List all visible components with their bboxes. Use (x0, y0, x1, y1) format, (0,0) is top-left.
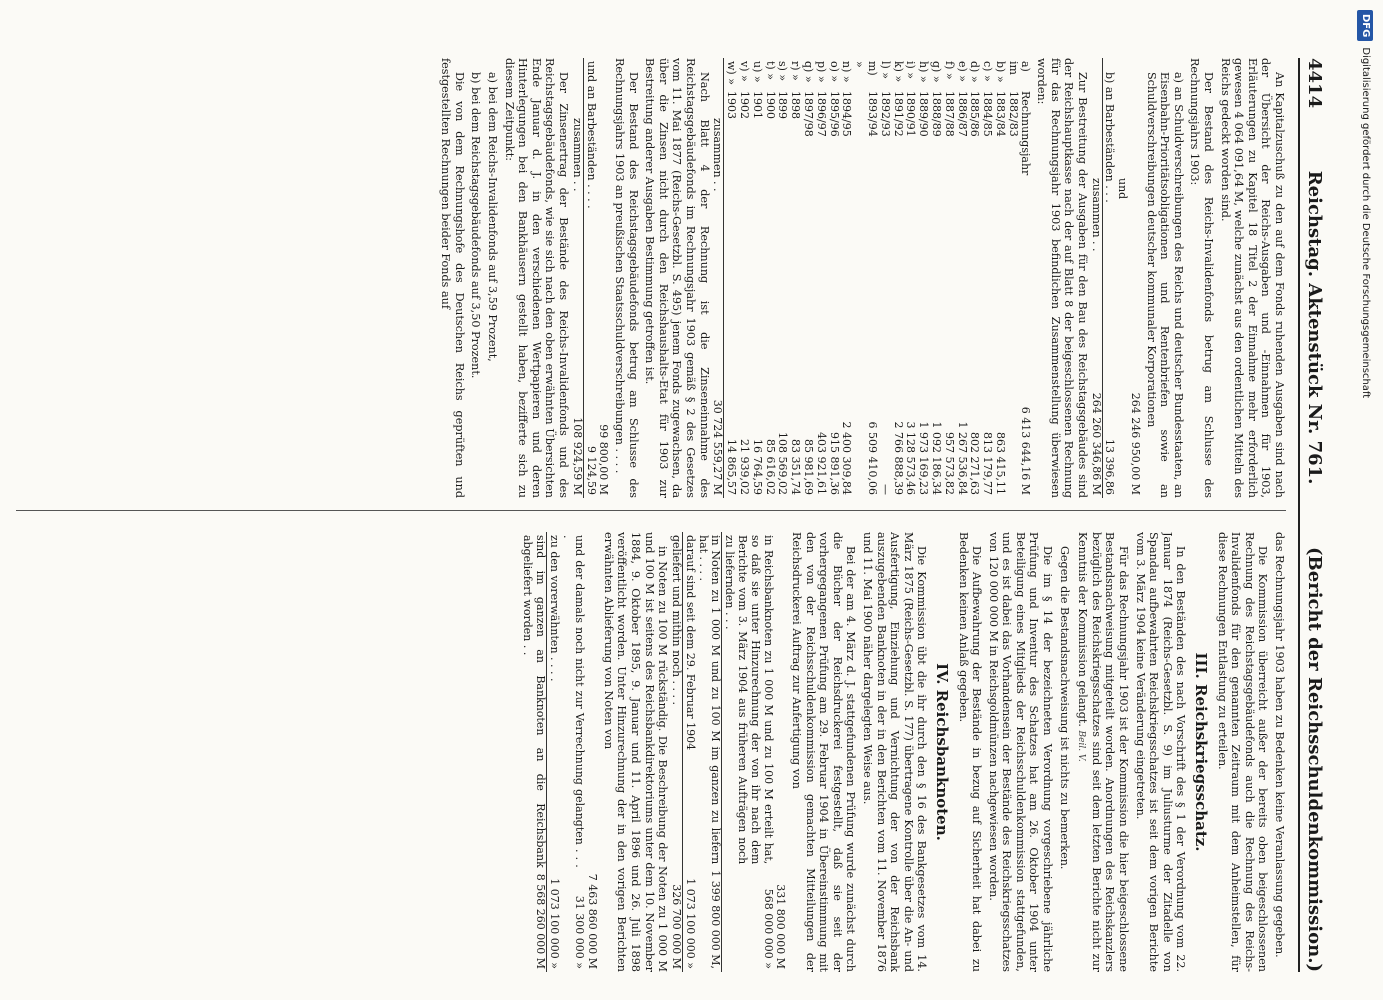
table-row (891, 58, 904, 498)
amount: 7 463 860 000 M (586, 873, 600, 969)
amount: 1 073 100 000 » (683, 878, 697, 969)
row-year: 1886/87 (955, 91, 969, 137)
page-header (1298, 58, 1330, 972)
row-amount: 1 973 169,23 (917, 421, 931, 495)
row-letter: p) » (814, 61, 828, 83)
row-letter: n) » (840, 61, 854, 83)
digitization-credit (1355, 10, 1375, 990)
document-page (0, 40, 1330, 990)
amount: 8 568 260 000 M (520, 871, 546, 972)
row-label: und an Barbeständen . . . . (584, 61, 598, 209)
amount: 9 124,59 (584, 446, 598, 495)
paragraph: Die von dem Rechnungshofe des Deutschen Reichs geprüften und festgestellten Rechnungen beider Fonds auf (439, 58, 466, 498)
right-column (16, 532, 1286, 972)
row-amount: 813 179,77 (981, 432, 995, 495)
paragraph: Bei der am 4. März d. J. stattgefundenen Prüfung wurde zunächst durch die Bücher der Reichsdruckerei festgestellt, daß sie seit der vorhergegangenen Prüfung am 29. Februar 1904 in Übereinstimmung mit den von der Reichsschuldenkommission gemachten Mitteilungen der Reichsdruckerei Auftrag zur Anfertigung von (790, 532, 858, 972)
sum-label: zusammen . . (570, 58, 583, 343)
row-letter: r) » (789, 61, 803, 81)
row-label: und der damals noch nicht zur Verrechnung gelangten . . . . (560, 535, 587, 868)
row-year: 1893/94 (865, 91, 879, 137)
row-label: sind im ganzen an Banknoten an die Reichsbank abgeliefert worden . . (520, 532, 546, 871)
row-amount: 1 267 536,84 (955, 421, 969, 495)
row-letter: a) im (1006, 61, 1033, 75)
left-column (16, 58, 1286, 498)
amount: 13 396,86 (1103, 439, 1117, 495)
row-amount: 85 616,02 (763, 439, 777, 495)
paragraph: b) bei dem Reichstagsgebäudefonds auf 3,50 Prozent. (469, 72, 483, 379)
row-label: in Noten zu 1 000 M und zu 100 M im ganzen zu liefern hat . . . . (696, 532, 722, 867)
row-letter: g) » (929, 61, 943, 83)
amount: 99 800,00 M (597, 424, 611, 495)
paragraph: Der Bestand des Reichs-Invalidenfonds betrug am Schlusse des Rechnungsjahrs 1903: (1188, 58, 1216, 498)
row-letter: w) » (725, 61, 739, 85)
table-row (750, 58, 763, 498)
row-year: 1900 (763, 91, 777, 119)
paragraph: das Rechnungsjahr 1903 haben zu Bedenken keine Veranlassung gegeben. (1273, 532, 1286, 958)
row-year: 1897/98 (801, 91, 815, 137)
paragraph: In den Beständen des nach Vorschrift des § 1 der Verordnung vom 22. Januar 1874 (Reichs-Gesetzbl. S. 9) im Juliusturme der Zitadelle von Spandau aufbewahrten Reichskriegsschatzes ist seit dem vorigen Berichte vom 3. März 1904 keine Veränderung eingetreten. (1133, 532, 1188, 972)
sum-amount: 264 260 346,86 M (1089, 342, 1102, 498)
row-amount: 802 271,63 (968, 432, 982, 495)
paragraph: Zur Bestreitung der Ausgaben für den Bau des Reichstagsgebäudes sind der Reichshauptkasse nach der auf Blatt 8 der beigeschlossenen Rechnung für das Rechnungsjahr 1903 befindlichen Zusammenstellung überwiesen worden: (1035, 58, 1089, 498)
table-row (814, 58, 827, 498)
table-row (776, 58, 789, 498)
row-amount: 83 351,74 (789, 439, 803, 495)
row-year: 1890/91 (904, 91, 918, 137)
paragraph: Der Zinsenertrag der Bestände des Reichs-Invalidenfonds und des Reichstagsgebäudefonds, wie sie sich nach den oben erwähnten Übersichten Ende Januar d. J. in den verschiedenen Wertpapieren und deren Hinterlegungen bei den Bankhäusern gestellt haben, bezifferte sich zu diesem Zeitpunkt: (502, 58, 571, 498)
row-letter: s) » (776, 61, 790, 82)
table-row (763, 58, 776, 498)
row-amount: 2 766 888,39 (891, 421, 905, 495)
row-amount: 6 413 644,16 M (1019, 406, 1033, 495)
table-row (980, 58, 993, 498)
row-year: 1885/86 (968, 91, 982, 137)
row-year: 1895/96 (827, 91, 841, 137)
banknote-total-table (520, 532, 598, 972)
row-letter: i) » (904, 61, 918, 80)
credit-text-wrap (1355, 10, 1375, 990)
table-row (968, 58, 981, 498)
paragraph: Die im § 14 der bezeichneten Verordnung vorgeschriebene jährliche Prüfung und Inventur des Schatzes hat am 26. Oktober 1904 unter Beteiligung eines Mitglieds der Reichsschuldenkommission stattgefunden, und es ist dabei das Vorhandensein der Bestände des Reichskriegsschatzes von 120 000 000 M in Reichsgoldmünzen nachgewiesen worden. (986, 532, 1055, 972)
paragraph: in Noten zu 100 M rückständig. Die Beschreibung der Noten zu 1 000 M und 100 M ist seitens des Reichsbankdirektoriums unter dem 10. November 1884, 9. Oktober 1895, 9. Januar und 11. April 1896 und 26. Juli 1898 veröffentlicht worden. Unter Hinzurechnung der in den vorigen Berichten erwähnten Ablieferung von Noten von (601, 532, 670, 972)
paragraph: Gegen die Bestandsnachweisung ist nichts zu bemerken. (1057, 546, 1071, 870)
banknote-table (669, 532, 786, 972)
paragraph: Die Kommission überreicht außer der bereits oben beigeschlossenen Rechnung des Reichstagsgebäudefonds auch die Rechnung des Reichs-Invalidenfonds für den genannten Zeitraum mit dem Anheimstellen, für diese Rechnungen Entlastung zu erteilen. (1215, 532, 1270, 972)
row-year: 1887/88 (942, 91, 956, 137)
row-letter: v) » (737, 61, 751, 82)
paragraph: Die Kommission übt die ihr durch den § 16 des Bankgesetzes vom 14. März 1875 (Reichs-Gesetzbl. S. 177) übertragene Kontrolle über die An- und Ausfertigung, Einziehung und Vernichtung der von der Reichsbank auszugebenden Banknoten in der in den Berichten vom 11. November 1876 und 11. Mai 1900 näher dargelegten Weise aus. (860, 532, 929, 972)
row-year: 1898 (789, 91, 803, 119)
row-amount: 85 981,69 (801, 439, 815, 495)
paragraph (1074, 532, 1130, 972)
row-amount: — (878, 484, 892, 495)
sum-label: zusammen . . (711, 58, 724, 311)
row-year: 1901 (750, 91, 764, 119)
row-letter: h) » (917, 61, 931, 83)
table-row (942, 58, 955, 498)
table-row (852, 58, 878, 498)
table-row (840, 58, 853, 498)
column-divider (16, 510, 1286, 511)
row-letter: q) » (801, 61, 815, 83)
paragraph: a) bei dem Reichs-Invalidenfonds auf 3,59 Prozent, (486, 72, 500, 362)
header-subtitle: (Bericht der Reichsschuldenkommission.) (1304, 547, 1326, 972)
table-row (929, 58, 942, 498)
row-letter: o) » (827, 61, 841, 83)
row-year: 1884/85 (981, 91, 995, 137)
row-letter: b) » (993, 61, 1007, 83)
paragraph-text: Für das Rechnungsjahr 1903 ist der Kommission die hier beigeschlossene Bestandsnachweisung mitgeteilt worden. Anordnungen des Reichskanzlers bezüglich des Reichskriegsschatzes sind seit dem letzten Berichte nicht zur Kenntnis der Kommission gelangt. (1076, 532, 1131, 972)
row-letter: e) » (955, 61, 969, 83)
row-letter: d) » (968, 61, 982, 83)
row-amount: 403 921,61 (814, 432, 828, 495)
row-letter: t) » (763, 61, 777, 80)
table-row (1006, 58, 1032, 498)
row-amount: 108 569,02 (776, 432, 790, 495)
sum-amount: 30 724 559,27 M (711, 311, 724, 498)
row-year: 1903 (725, 91, 739, 119)
paragraph: Die Aufbewahrung der Bestände in bezug auf Sicherheit hat dabei zu Bedenken keinen Anlaß gegeben. (956, 532, 984, 972)
page-number: 4414 (1304, 58, 1326, 109)
table-row (955, 58, 968, 498)
row-amount: 2 400 309,84 (840, 421, 854, 495)
row-label: b) an Barbeständen . . . (1103, 72, 1117, 203)
table-row (801, 58, 814, 498)
table-row (878, 58, 891, 498)
row-letter: f) » (942, 61, 956, 80)
row-year: 1888/89 (929, 91, 943, 137)
sum-amount: 108 924,59 M (570, 343, 583, 498)
amount: 568 000 000 » (761, 888, 775, 969)
dfg-logo: DFG (1357, 10, 1373, 41)
row-label: darauf sind seit dem 29. Februar 1904 (683, 535, 697, 751)
row-label: zu den vorerwähnten . . . . (547, 535, 561, 682)
paragraph: Nach Blatt 4 der Rechnung ist die Zinseneinnahme des Reichstagsgebäudefonds im Rechnungsjahr 1903 gemäß § 2 des Gesetzes vom 11. Mai 1877 (Reichs-Gesetzbl. S. 495) jenem Fonds zugewachsen, da über die Zinsen nicht durch den Reichshaushalts-Etat für 1903 zur Bestreitung anderer Ausgaben Bestimmung getroffen ist. (643, 58, 711, 498)
row-amount: 915 891,36 (827, 432, 841, 495)
row-year: 1892/93 (878, 91, 892, 137)
table-row (916, 58, 929, 498)
row-year: 1896/97 (814, 91, 828, 137)
row-letter: k) » (891, 61, 905, 83)
row-label: geliefert und mithin noch . . . . (669, 532, 682, 867)
reichstag-expenses-table (724, 58, 1031, 498)
table-row (788, 58, 801, 498)
row-letter: u) » (750, 61, 764, 83)
table-row (737, 58, 750, 498)
sum-label: zusammen . . (1089, 58, 1102, 342)
amount: 326 700 000 M (669, 867, 682, 972)
row-year: 1883/84 (993, 91, 1007, 137)
row-year: 1889/90 (917, 91, 931, 137)
row-amount: 1 092 186,34 (929, 421, 943, 495)
row-amount: 863 415,11 (993, 432, 1007, 495)
amount: 1 073 100 000 » (547, 878, 561, 969)
row-letter: m) » (853, 61, 879, 76)
reichstag-expenses-sum (711, 58, 725, 498)
amount: 1 399 800 000 M, (696, 867, 722, 972)
amount: 331 800 000 M (774, 884, 788, 969)
paragraph: a) an Schuldverschreibungen des Reichs und deutscher Bundesstaaten, an Eisenbahn-Prioritätsobligationen und Rentenbriefen sowie an Schuldverschreibungen deutscher kommunaler Korporationen (1144, 72, 1185, 498)
section-heading: IV. Reichsbanknoten. (932, 663, 951, 841)
row-amount: 3 128 573,46 (904, 421, 918, 495)
credit-text: Digitalisierung gefördert durch die Deutsche Forschungsgemeinschaft (1360, 47, 1371, 399)
row-letter: c) » (981, 61, 995, 82)
row-year: 1894/95 (840, 91, 854, 137)
section-heading: III. Reichskriegsschatz. (1192, 652, 1211, 852)
table-row (904, 58, 917, 498)
row-amount: 957 573,82 (942, 432, 956, 495)
gebaeudefonds-table (570, 58, 609, 498)
und-label: und (1116, 178, 1130, 200)
row-amount: 16 764,59 (750, 439, 764, 495)
row-amount: 21 939,02 (737, 439, 751, 495)
row-year: 1891/92 (891, 91, 905, 137)
invalidenfonds-table (1089, 58, 1141, 498)
paragraph: An Kapitalzuschuß zu den auf dem Fonds ruhenden Ausgaben sind nach der Übersicht der Reichs-Ausgaben und -Einnahmen für 1903, Erläuterungen zu Kapitel 18 Titel 2 der Einnahme mehr erforderlich gewesen 4 064 091,64 M, welche zunächst aus den ordentlichen Mitteln des Reichs gedeckt worden sind. (1218, 58, 1286, 498)
row-amount: 14 865,57 (725, 439, 739, 495)
row-label: in Reichsbanknoten zu 1 000 M und zu 100 M erteilt hat, so daß sie unter Hinzurechnung der von ihr nach dem Berichte vom 3. März 1904 aus früheren Aufträgen noch zu liefernden . . . (723, 535, 775, 865)
table-row (993, 58, 1006, 498)
row-amount: 6 509 410,06 (865, 421, 879, 495)
paragraph: Der Bestand des Reichstagsgebäudefonds betrug am Schlusse des Rechnungsjahrs 1903 an preußischen Staatsschuldverschreibungen . . . . (613, 58, 640, 498)
row-year: 1902 (737, 91, 751, 119)
amount: 264 246 950,00 M (1129, 392, 1143, 495)
table-row (827, 58, 840, 498)
header-title: Reichstag. Aktenstück Nr. 761. (1304, 170, 1326, 485)
row-year: Rechnungsjahr 1882/83 (1006, 91, 1033, 176)
table-row (724, 58, 737, 498)
margin-note: Beil. V. (1076, 730, 1087, 762)
row-year: 1899 (776, 91, 790, 119)
row-letter: l) » (878, 61, 892, 80)
amount: 31 300 000 » (573, 895, 587, 969)
